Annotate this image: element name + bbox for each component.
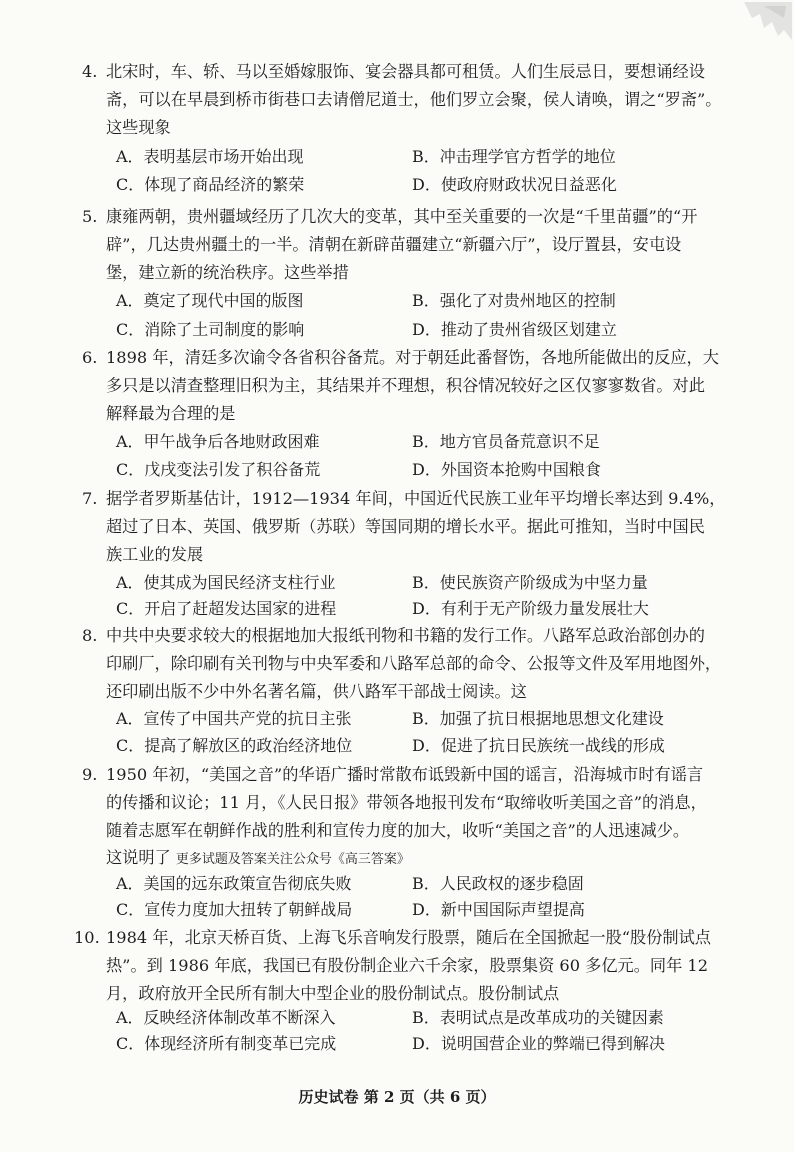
question-text-line: 1984 年，北京天桥百货、上海飞乐音响发行股票，随后在全国掀起一股“股份制试点 — [106, 928, 711, 947]
question-text-line: 热”。到 1986 年底，我国已有股份制企业六千余家，股票集资 60 多亿元。同年 12 — [106, 956, 709, 975]
option-d: D．外国资本抢购中国粮食 — [412, 460, 601, 479]
question-text-line: 超过了日本、英国、俄罗斯（苏联）等国同期的增长水平。据此可推知，当时中国民 — [106, 517, 705, 536]
question-text-line: 中共中央要求较大的根据地加大报纸刊物和书籍的发行工作。八路军总政治部创办的 — [106, 626, 705, 645]
question-text-line: 1898 年，清廷多次谕令各省积谷备荒。对于朝廷此番督饬，各地所能做出的反应，大 — [106, 348, 719, 367]
option-c: C．开启了赶超发达国家的进程 — [116, 599, 337, 618]
question-number: 10. — [74, 928, 100, 947]
option-b: B．人民政权的逐步稳固 — [412, 874, 584, 893]
question-text-line: 1950 年初，“美国之音”的华语广播时常散布诋毁新中国的谣言，沿海城市时有谣言 — [106, 765, 704, 784]
option-b: B．使民族资产阶级成为中坚力量 — [412, 573, 648, 592]
question-text-line: 族工业的发展 — [106, 545, 204, 564]
question-text-line: 还印刷出版不少中外名著名篇，供八路军干部战士阅读。这 — [106, 682, 527, 701]
question-text-line: 月，政府放开全民所有制大中型企业的股份制试点。股份制试点 — [106, 984, 560, 1003]
question-text-line: 康雍两朝，贵州疆域经历了几次大的变革，其中至关重要的一次是“千里苗疆”的“开 — [106, 207, 698, 226]
scan-corner-mark — [734, 0, 794, 42]
option-a: A．使其成为国民经济支柱行业 — [116, 573, 336, 592]
option-b: B．强化了对贵州地区的控制 — [412, 291, 616, 310]
option-b: B．冲击理学官方哲学的地位 — [412, 147, 616, 166]
question-number: 7. — [82, 489, 98, 508]
option-a: A．反映经济体制改革不断深入 — [116, 1008, 336, 1027]
watermark-note: 更多试题及答案关注公众号《高三答案》 — [175, 852, 410, 867]
question-number: 5. — [82, 207, 98, 226]
option-a: A．表明基层市场开始出现 — [116, 147, 304, 166]
question-text-line — [106, 848, 410, 870]
question-text-line: 随着志愿军在朝鲜作战的胜利和宣传力度的加大，收听“美国之音”的人迅速减少。 — [106, 821, 690, 840]
option-a: A．奠定了现代中国的版图 — [116, 291, 304, 310]
question-text-line: 这些现象 — [106, 118, 171, 137]
page-footer: 历史试卷 第 2 页（共 6 页） — [298, 1088, 496, 1106]
question-text-line: 北宋时，车、轿、马以至婚嫁服饰、宴会器具都可租赁。人们生辰忌日，要想诵经设 — [106, 62, 705, 81]
question-text-line: 辟”，几达贵州疆土的一半。清朝在新辟苗疆建立“新疆六厅”，设厅置县，安屯设 — [106, 235, 682, 254]
question-number: 8. — [82, 626, 98, 645]
option-c: C．体现了商品经济的繁荣 — [116, 175, 305, 194]
question-number: 4. — [82, 62, 98, 81]
option-c: C．宣传力度加大扭转了朝鲜战局 — [116, 900, 353, 919]
question-text-line: 的传播和议论；11 月，《人民日报》带领各地报刊发布“取缔收听美国之音”的消息， — [106, 793, 707, 812]
question-stem-end: 这说明了 — [106, 848, 171, 867]
option-d: D．新中国国际声望提高 — [412, 900, 585, 919]
option-b: B．加强了抗日根据地思想文化建设 — [412, 709, 664, 728]
question-number: 9. — [82, 765, 98, 784]
option-d: D．说明国营企业的弊端已得到解决 — [412, 1034, 665, 1053]
question-text-line: 堡，建立新的统治秩序。这些举措 — [106, 263, 349, 282]
option-d: D．推动了贵州省级区划建立 — [412, 320, 617, 339]
option-c: C．消除了土司制度的影响 — [116, 320, 305, 339]
option-a: A．甲午战争后各地财政困难 — [116, 432, 320, 451]
question-text-line: 多只是以清查整理旧积为主，其结果并不理想，积谷情况较好之区仅寥寥数省。对此 — [106, 376, 705, 395]
option-a: A．宣传了中国共产党的抗日主张 — [116, 709, 352, 728]
option-d: D．使政府财政状况日益恶化 — [412, 175, 617, 194]
option-c: C．体现经济所有制变革已完成 — [116, 1034, 337, 1053]
question-text-line: 据学者罗斯基估计，1912—1934 年间，中国近代民族工业年平均增长率达到 9.4%， — [106, 489, 726, 508]
question-text-line: 印刷厂，除印刷有关刊物与中央军委和八路军总部的命令、公报等文件及军用地图外， — [106, 654, 722, 673]
question-number: 6. — [82, 348, 98, 367]
question-text-line: 斋，可以在早晨到桥市街巷口去请僧尼道士，他们罗立会聚，侯人请唤，谓之“罗斋”。 — [106, 90, 722, 109]
option-d: D．促进了抗日民族统一战线的形成 — [412, 736, 665, 755]
option-d: D．有利于无产阶级力量发展壮大 — [412, 599, 649, 618]
option-b: B．表明试点是改革成功的关键因素 — [412, 1008, 664, 1027]
option-a: A．美国的远东政策宣告彻底失败 — [116, 874, 352, 893]
option-c: C．戊戌变法引发了积谷备荒 — [116, 460, 321, 479]
option-c: C．提高了解放区的政治经济地位 — [116, 736, 353, 755]
question-text-line: 解释最为合理的是 — [106, 404, 236, 423]
option-b: B．地方官员备荒意识不足 — [412, 432, 600, 451]
